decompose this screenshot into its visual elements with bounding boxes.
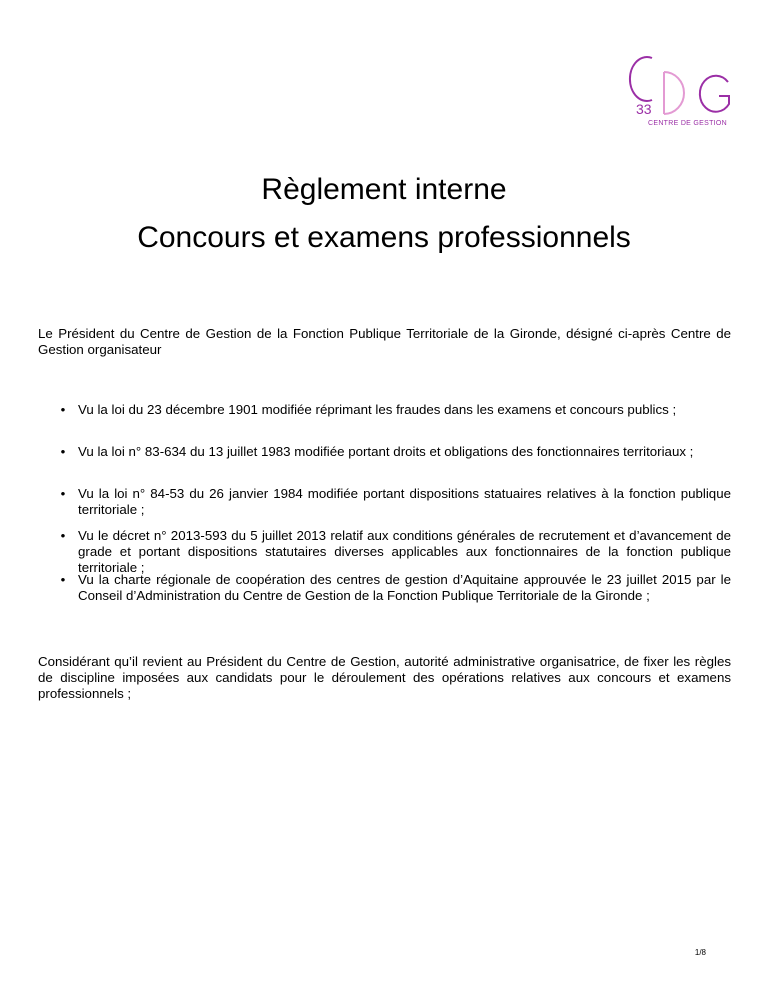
document-title-line-2: Concours et examens professionnels bbox=[137, 221, 631, 254]
intro-paragraph: Le Président du Centre de Gestion de la Fonction Publique Territoriale de la Gironde, désigné ci-après Centre de Gestion organisateur bbox=[38, 326, 731, 357]
bullet-icon: • bbox=[60, 444, 66, 459]
logo-letter-d bbox=[664, 72, 684, 114]
list-item bbox=[60, 528, 731, 576]
list-item-text: Vu la charte régionale de coopération des centres de gestion d’Aquitaine approuvée le 23 juillet 2015 par le Conseil d’Administration du Centre de Gestion de la Fonction Publique Territoriale de la Gironde ; bbox=[78, 572, 731, 603]
page-number: 1/8 bbox=[694, 948, 706, 957]
bullet-icon: • bbox=[60, 572, 66, 587]
list-item-text: Vu le décret n° 2013-593 du 5 juillet 2013 relatif aux conditions générales de recrutement et d’avancement de grade et portant dispositions statutaires diverses applicables aux fonctionnaires de la fonction publique territoriale ; bbox=[78, 528, 731, 575]
list-item bbox=[60, 444, 731, 460]
logo-tagline: CENTRE DE GESTION bbox=[648, 120, 727, 127]
list-item bbox=[60, 572, 731, 604]
list-item-text: Vu la loi n° 83-634 du 13 juillet 1983 modifiée portant droits et obligations des fonctionnaires territoriaux ; bbox=[78, 444, 694, 459]
logo-number: 33 bbox=[636, 101, 652, 117]
document-title-line-1: Règlement interne bbox=[261, 173, 507, 206]
cdg-logo-mark bbox=[612, 52, 742, 122]
considering-paragraph: Considérant qu’il revient au Président du Centre de Gestion, autorité administrative organisatrice, de fixer les règles de discipline imposées aux candidats pour le déroulement des opérations relatives aux concours et examens professionnels ; bbox=[38, 654, 731, 701]
list-item bbox=[60, 402, 731, 418]
bullet-icon: • bbox=[60, 402, 66, 417]
list-item bbox=[60, 486, 731, 518]
bullet-icon: • bbox=[60, 528, 66, 543]
cdg33-logo bbox=[612, 52, 742, 134]
logo-letter-g bbox=[700, 76, 729, 112]
list-item-text: Vu la loi n° 84-53 du 26 janvier 1984 modifiée portant dispositions statuaires relatives à la fonction publique territoriale ; bbox=[78, 486, 731, 517]
list-item-text: Vu la loi du 23 décembre 1901 modifiée réprimant les fraudes dans les examens et concours publics ; bbox=[78, 402, 677, 417]
bullet-icon: • bbox=[60, 486, 66, 501]
logo-letter-c bbox=[630, 57, 652, 101]
